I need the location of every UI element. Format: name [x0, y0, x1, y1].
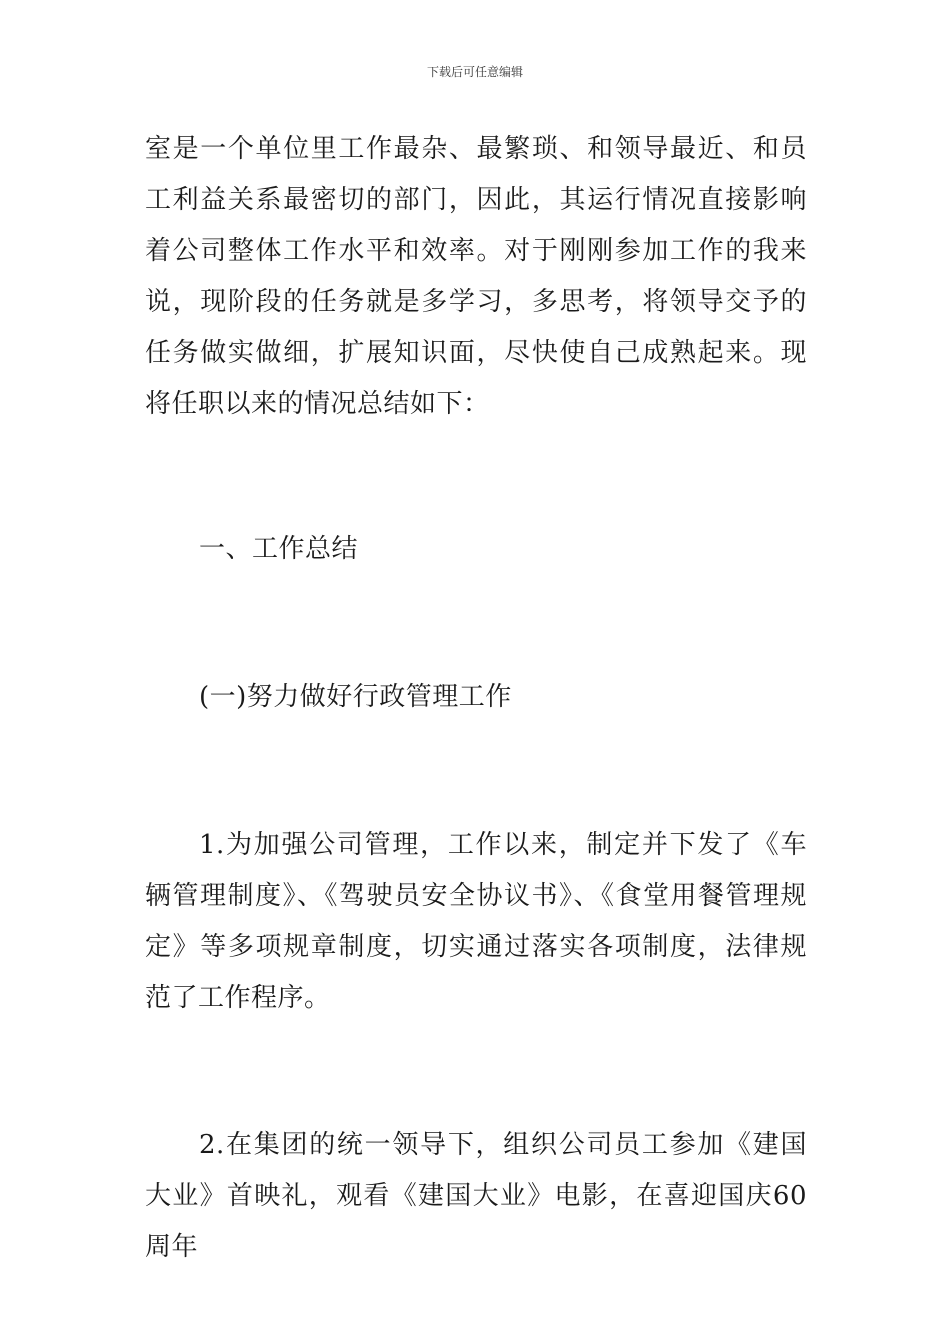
subsection-heading-admin-management: (一)努力做好行政管理工作: [199, 682, 512, 712]
section-heading-work-summary: 一、工作总结: [199, 534, 359, 564]
list-item-paragraph-2: 2.在集团的统一领导下，组织公司员工参加《建国大业》首映礼，观看《建国大业》电影，在喜迎国庆60周年: [145, 1130, 807, 1262]
intro-paragraph: 室是一个单位里工作最杂、最繁琐、和领导最近、和员工利益关系最密切的部门，因此，其运行情况直接影响着公司整体工作水平和效率。对于刚刚参加工作的我来说，现阶段的任务就是多学习，多思考，将领导交予的任务做实做细，扩展知识面，尽快使自己成熟起来。现将任职以来的情况总结如下：: [145, 134, 807, 419]
page-header-note: 下载后可任意编辑: [426, 65, 523, 79]
list-item-paragraph-1: 1.为加强公司管理，工作以来，制定并下发了《车辆管理制度》、《驾驶员安全协议书》、《食堂用餐管理规定》等多项规章制度，切实通过落实各项制度，法律规范了工作程序。: [145, 830, 807, 1013]
